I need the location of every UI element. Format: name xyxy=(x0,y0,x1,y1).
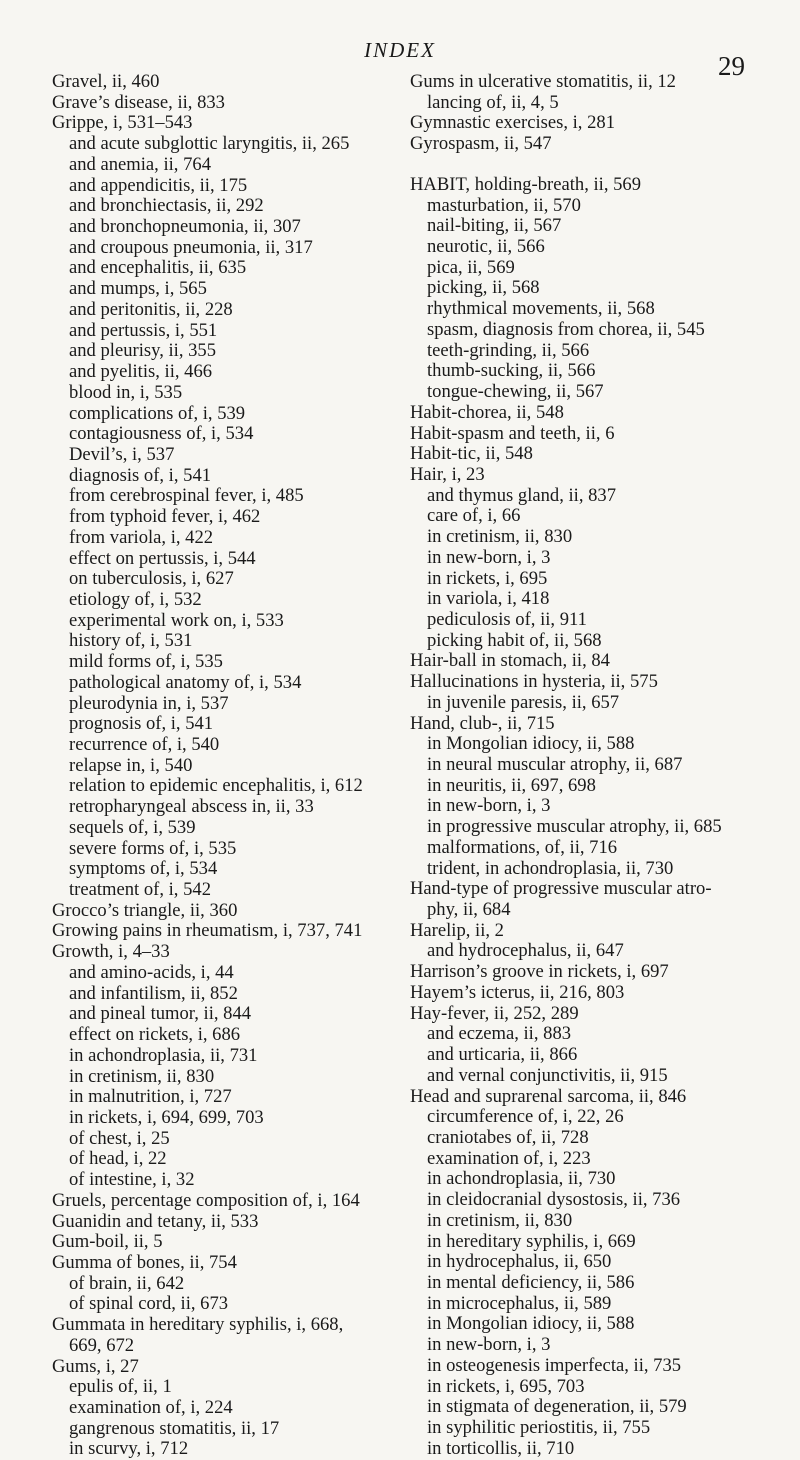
index-column-left xyxy=(52,72,402,1460)
index-subentry: in microcephalus, ii, 589 xyxy=(427,1292,612,1314)
index-entry: Hayem’s icterus, ii, 216, 803 xyxy=(410,981,625,1003)
index-subentry: in hydrocephalus, ii, 650 xyxy=(427,1251,612,1273)
index-subentry: and appendicitis, ii, 175 xyxy=(69,174,248,196)
index-subentry: sequels of, i, 539 xyxy=(69,816,196,838)
index-subentry: in new-born, i, 3 xyxy=(427,546,551,568)
index-subentry: in rickets, i, 695 xyxy=(427,567,548,589)
index-subentry: and mumps, i, 565 xyxy=(69,278,207,300)
index-entry: Gums in ulcerative stomatitis, ii, 12 xyxy=(410,71,676,92)
index-subentry: and croupous pneumonia, ii, 317 xyxy=(69,236,313,258)
index-entry: Growing pains in rheumatism, i, 737, 741 xyxy=(52,920,363,942)
index-entry: Hand-type of progressive muscular atro- xyxy=(410,878,712,900)
index-subentry: effect on rickets, i, 686 xyxy=(69,1024,241,1046)
index-subentry: and pertussis, i, 551 xyxy=(69,319,218,341)
index-subentry: from typhoid fever, i, 462 xyxy=(69,506,261,528)
index-entry: Harelip, ii, 2 xyxy=(410,919,504,941)
index-subentry: and pleurisy, ii, 355 xyxy=(69,340,217,362)
index-subentry: relation to epidemic encephalitis, i, 612 xyxy=(69,775,363,797)
index-subentry: of chest, i, 25 xyxy=(69,1127,170,1149)
index-entry: Gumma of bones, ii, 754 xyxy=(52,1251,237,1273)
index-subentry: and eczema, ii, 883 xyxy=(427,1023,572,1045)
index-subentry: craniotabes of, ii, 728 xyxy=(427,1126,589,1148)
index-subentry: in variola, i, 418 xyxy=(427,588,550,610)
index-subentry: mild forms of, i, 535 xyxy=(69,651,223,673)
index-subentry: from cerebrospinal fever, i, 485 xyxy=(69,485,304,507)
index-subentry: history of, i, 531 xyxy=(69,630,193,652)
index-subentry: and infantilism, ii, 852 xyxy=(69,982,238,1004)
index-subentry: circumference of, i, 22, 26 xyxy=(427,1106,624,1128)
index-subentry: in neuritis, ii, 697, 698 xyxy=(427,774,596,796)
index-entry: Hair-ball in stomach, ii, 84 xyxy=(410,650,610,672)
index-subentry: in achondroplasia, ii, 731 xyxy=(69,1044,258,1066)
index-subentry: in cretinism, ii, 830 xyxy=(69,1065,215,1087)
index-subentry: lancing of, ii, 4, 5 xyxy=(427,91,559,113)
index-subentry: in new-born, i, 3 xyxy=(427,795,551,817)
index-subentry: in new-born, i, 3 xyxy=(427,1334,551,1356)
index-subentry: phy, ii, 684 xyxy=(427,899,511,921)
index-subentry: masturbation, ii, 570 xyxy=(427,194,581,216)
index-subentry: in cretinism, ii, 830 xyxy=(427,526,573,548)
index-subentry: of intestine, i, 32 xyxy=(69,1169,195,1191)
index-subentry: care of, i, 66 xyxy=(427,505,521,527)
index-subentry: and bronchopneumonia, ii, 307 xyxy=(69,216,301,238)
index-subentry: examination of, i, 223 xyxy=(427,1147,591,1169)
index-subentry: epulis of, ii, 1 xyxy=(69,1376,172,1398)
index-subentry: in stigmata of degeneration, ii, 579 xyxy=(427,1396,687,1418)
index-subentry: rhythmical movements, ii, 568 xyxy=(427,298,655,320)
index-entry: Hair, i, 23 xyxy=(410,463,485,485)
index-subentry: etiology of, i, 532 xyxy=(69,588,202,610)
index-subentry: experimental work on, i, 533 xyxy=(69,609,284,631)
index-subentry: and urticaria, ii, 866 xyxy=(427,1044,578,1066)
index-subentry: in rickets, i, 695, 703 xyxy=(427,1375,585,1397)
index-entry: Grocco’s triangle, ii, 360 xyxy=(52,899,238,921)
index-subentry: of head, i, 22 xyxy=(69,1148,167,1170)
index-subentry: Devil’s, i, 537 xyxy=(69,443,175,465)
index-entry: Hallucinations in hysteria, ii, 575 xyxy=(410,671,658,693)
index-entry: Growth, i, 4–33 xyxy=(52,941,170,963)
index-subentry: in neural muscular atrophy, ii, 687 xyxy=(427,754,683,775)
index-subentry: nail-biting, ii, 567 xyxy=(427,215,562,237)
index-subentry: in Mongolian idiocy, ii, 588 xyxy=(427,733,635,755)
index-entry: Gum-boil, ii, 5 xyxy=(52,1231,163,1253)
index-subentry: and pineal tumor, ii, 844 xyxy=(69,1003,252,1025)
index-subentry: and vernal conjunctivitis, ii, 915 xyxy=(427,1064,668,1086)
index-subentry: and acute subglottic laryngitis, ii, 265 xyxy=(69,133,350,155)
index-subentry: in osteogenesis imperfecta, ii, 735 xyxy=(427,1354,682,1376)
index-subentry: of spinal cord, ii, 673 xyxy=(69,1293,229,1315)
index-subentry: pathological anatomy of, i, 534 xyxy=(69,671,302,693)
index-subentry: and anemia, ii, 764 xyxy=(69,153,211,175)
index-subentry: and amino-acids, i, 44 xyxy=(69,961,234,983)
index-entry: Gums, i, 27 xyxy=(52,1355,139,1377)
index-subentry: thumb-sucking, ii, 566 xyxy=(427,360,596,382)
index-entry: Gyrospasm, ii, 547 xyxy=(410,133,552,155)
index-subentry: in progressive muscular atrophy, ii, 685 xyxy=(427,816,722,838)
index-subentry: in rickets, i, 694, 699, 703 xyxy=(69,1106,264,1128)
index-subentry: pleurodynia in, i, 537 xyxy=(69,692,229,714)
index-subentry: malformations, of, ii, 716 xyxy=(427,836,618,858)
index-entry: HABIT, holding-breath, ii, 569 xyxy=(410,173,642,195)
index-subentry: in Mongolian idiocy, ii, 588 xyxy=(427,1313,635,1335)
index-entry: Gummata in hereditary syphilis, i, 668, xyxy=(52,1314,344,1336)
index-subentry: in malnutrition, i, 727 xyxy=(69,1086,232,1108)
index-subentry: contagiousness of, i, 534 xyxy=(69,423,254,445)
index-subentry: prognosis of, i, 541 xyxy=(69,713,214,735)
index-subentry: recurrence of, i, 540 xyxy=(69,734,220,755)
index-subentry: teeth-grinding, ii, 566 xyxy=(427,339,590,361)
index-subentry: severe forms of, i, 535 xyxy=(69,837,237,859)
index-subentry: and hydrocephalus, ii, 647 xyxy=(427,940,624,962)
index-subentry: in torticollis, ii, 710 xyxy=(427,1437,575,1459)
index-subentry: diagnosis of, i, 541 xyxy=(69,464,212,486)
index-subentry: in cleidocranial dysostosis, ii, 736 xyxy=(427,1189,681,1211)
page-header xyxy=(0,38,800,81)
running-head: INDEX xyxy=(364,38,436,62)
index-subentry: picking, ii, 568 xyxy=(427,277,540,299)
index-subentry: blood in, i, 535 xyxy=(69,381,183,403)
index-subentry: complications of, i, 539 xyxy=(69,402,246,424)
index-subentry: in scurvy, i, 712 xyxy=(69,1438,189,1460)
index-column-right xyxy=(410,72,785,1459)
index-entry: Hand, club-, ii, 715 xyxy=(410,712,555,734)
index-entry: Grave’s disease, ii, 833 xyxy=(52,91,225,113)
index-entry: Hay-fever, ii, 252, 289 xyxy=(410,1002,579,1024)
index-subentry: and encephalitis, ii, 635 xyxy=(69,257,247,279)
index-entry: Head and suprarenal sarcoma, ii, 846 xyxy=(410,1085,687,1107)
index-subentry: and thymus gland, ii, 837 xyxy=(427,484,617,506)
index-subentry: from variola, i, 422 xyxy=(69,526,214,548)
index-subentry: 669, 672 xyxy=(69,1334,135,1356)
index-subentry: symptoms of, i, 534 xyxy=(69,858,218,880)
index-subentry: trident, in achondroplasia, ii, 730 xyxy=(427,857,674,879)
index-subentry: pediculosis of, ii, 911 xyxy=(427,608,587,630)
index-subentry: in cretinism, ii, 830 xyxy=(427,1209,573,1231)
index-subentry: picking habit of, ii, 568 xyxy=(427,629,602,651)
index-subentry: effect on pertussis, i, 544 xyxy=(69,547,256,569)
page-number: 29 xyxy=(718,51,745,81)
index-subentry: in juvenile paresis, ii, 657 xyxy=(427,691,620,713)
index-subentry: pica, ii, 569 xyxy=(427,256,515,278)
index-subentry: in mental deficiency, ii, 586 xyxy=(427,1271,635,1293)
index-entry: Gravel, ii, 460 xyxy=(52,71,160,92)
index-entry: Guanidin and tetany, ii, 533 xyxy=(52,1210,259,1232)
index-subentry: in hereditary syphilis, i, 669 xyxy=(427,1230,636,1252)
index-subentry: of brain, ii, 642 xyxy=(69,1272,185,1294)
index-entry: Habit-spasm and teeth, ii, 6 xyxy=(410,422,615,444)
index-entry: Grippe, i, 531–543 xyxy=(52,112,193,134)
index-subentry: relapse in, i, 540 xyxy=(69,754,193,776)
index-entry: Harrison’s groove in rickets, i, 697 xyxy=(410,961,669,983)
index-subentry: and peritonitis, ii, 228 xyxy=(69,298,233,320)
index-subentry: in achondroplasia, ii, 730 xyxy=(427,1168,616,1190)
index-subentry: neurotic, ii, 566 xyxy=(427,236,545,258)
index-subentry: spasm, diagnosis from chorea, ii, 545 xyxy=(427,318,705,340)
section-gap xyxy=(410,155,785,175)
index-entry: Habit-tic, ii, 548 xyxy=(410,443,533,465)
index-entry: Habit-chorea, ii, 548 xyxy=(410,401,564,423)
index-subentry: and pyelitis, ii, 466 xyxy=(69,361,213,383)
index-entry: Gymnastic exercises, i, 281 xyxy=(410,112,615,134)
index-subentry: retropharyngeal abscess in, ii, 33 xyxy=(69,796,314,818)
index-subentry: gangrenous stomatitis, ii, 17 xyxy=(69,1417,280,1439)
index-subentry: tongue-chewing, ii, 567 xyxy=(427,381,604,403)
index-subentry: examination of, i, 224 xyxy=(69,1397,233,1418)
index-subentry: treatment of, i, 542 xyxy=(69,879,211,901)
index-subentry: in syphilitic periostitis, ii, 755 xyxy=(427,1417,651,1438)
index-subentry: and bronchiectasis, ii, 292 xyxy=(69,195,264,217)
index-entry: Gruels, percentage composition of, i, 164 xyxy=(52,1189,360,1211)
index-subentry: on tuberculosis, i, 627 xyxy=(69,568,234,590)
